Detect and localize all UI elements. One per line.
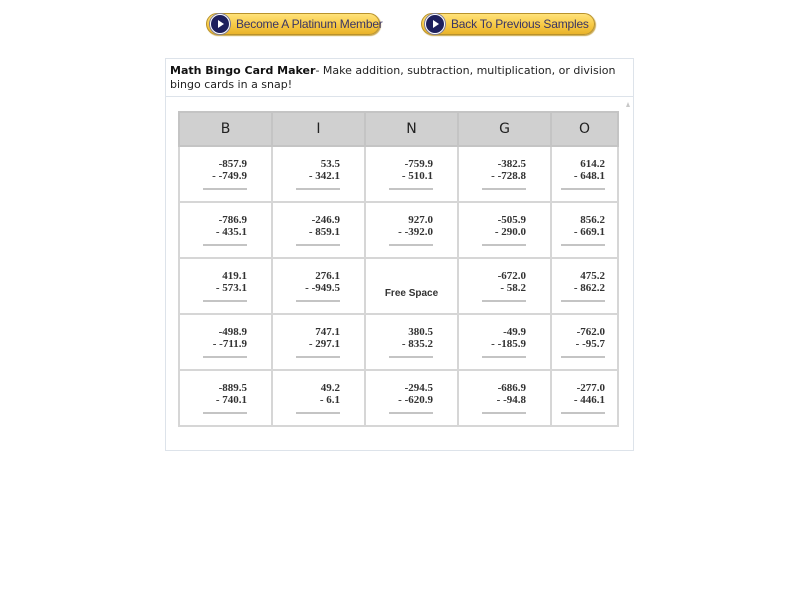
subtraction-problem — [389, 382, 433, 414]
subtrahend: - -392.0 — [398, 226, 433, 238]
bingo-cell — [179, 258, 272, 314]
bingo-cell — [179, 146, 272, 202]
answer-line — [203, 356, 247, 358]
bingo-cell — [365, 370, 458, 426]
answer-line — [296, 412, 340, 414]
answer-line — [389, 188, 433, 190]
bingo-cell — [365, 314, 458, 370]
subtraction-problem — [296, 214, 340, 246]
subtrahend: - 510.1 — [401, 170, 433, 182]
subtrahend: - 297.1 — [308, 338, 340, 350]
minuend: 856.2 — [580, 214, 605, 226]
become-platinum-member-button[interactable] — [206, 13, 383, 35]
bingo-cell — [179, 314, 272, 370]
bingo-cell — [272, 370, 365, 426]
subtraction-problem — [203, 270, 247, 302]
subtraction-problem — [482, 270, 526, 302]
minuend: 475.2 — [580, 270, 605, 282]
bingo-cell — [458, 146, 551, 202]
minuend: -277.0 — [576, 382, 605, 394]
subtrahend: - 6.1 — [319, 394, 340, 406]
subtraction-problem — [389, 158, 433, 190]
subtraction-problem — [296, 326, 340, 358]
answer-line — [561, 356, 605, 358]
minuend: -294.5 — [404, 382, 433, 394]
free-space: Free Space — [384, 288, 439, 299]
subtrahend: - -95.7 — [575, 338, 605, 350]
subtrahend: - -94.8 — [496, 394, 526, 406]
subtrahend: - 669.1 — [573, 226, 605, 238]
column-header-n: N — [365, 112, 458, 146]
back-to-previous-samples-button[interactable] — [421, 13, 595, 35]
description-text: - Make addition, subtraction, multiplication, or division bingo cards in a snap! — [170, 64, 616, 91]
bingo-cell — [551, 314, 618, 370]
subtrahend: - -728.8 — [491, 170, 526, 182]
minuend: -382.5 — [497, 158, 526, 170]
subtraction-problem — [203, 382, 247, 414]
play-circle-icon — [210, 14, 230, 34]
bingo-cell — [179, 202, 272, 258]
bingo-cell — [179, 370, 272, 426]
minuend: -857.9 — [218, 158, 247, 170]
bingo-cell — [272, 314, 365, 370]
answer-line — [389, 244, 433, 246]
subtraction-problem — [561, 158, 605, 190]
answer-line — [482, 412, 526, 414]
minuend: -498.9 — [218, 326, 247, 338]
subtrahend: - -185.9 — [491, 338, 526, 350]
minuend: -762.0 — [576, 326, 605, 338]
bingo-cell — [458, 314, 551, 370]
minuend: -49.9 — [503, 326, 526, 338]
subtraction-problem — [482, 326, 526, 358]
bingo-row — [179, 370, 618, 426]
answer-line — [296, 356, 340, 358]
subtraction-problem — [296, 270, 340, 302]
bingo-cell — [272, 202, 365, 258]
bingo-cell — [458, 202, 551, 258]
bingo-cell — [458, 370, 551, 426]
answer-line — [561, 412, 605, 414]
bingo-cell — [551, 146, 618, 202]
subtrahend: - 835.2 — [401, 338, 433, 350]
subtraction-problem — [203, 158, 247, 190]
subtrahend: - 648.1 — [573, 170, 605, 182]
subtrahend: - -711.9 — [212, 338, 247, 350]
bingo-cell — [551, 258, 618, 314]
answer-line — [389, 412, 433, 414]
subtrahend: - 58.2 — [500, 282, 526, 294]
subtraction-problem — [561, 382, 605, 414]
minuend: -246.9 — [311, 214, 340, 226]
page-title: Math Bingo Card Maker — [170, 64, 316, 77]
subtraction-problem — [296, 382, 340, 414]
minuend: 927.0 — [408, 214, 433, 226]
column-header-b: B — [179, 112, 272, 146]
subtraction-problem — [561, 326, 605, 358]
answer-line — [203, 188, 247, 190]
answer-line — [296, 188, 340, 190]
bingo-card — [178, 111, 619, 427]
bingo-row — [179, 258, 618, 314]
subtraction-problem — [561, 214, 605, 246]
subtrahend: - -620.9 — [398, 394, 433, 406]
bingo-cell — [365, 258, 458, 314]
answer-line — [203, 300, 247, 302]
minuend: 380.5 — [408, 326, 433, 338]
bingo-cell — [551, 370, 618, 426]
subtraction-problem — [296, 158, 340, 190]
subtraction-problem — [561, 270, 605, 302]
answer-line — [389, 356, 433, 358]
bingo-row — [179, 146, 618, 202]
subtrahend: - 862.2 — [573, 282, 605, 294]
subtraction-problem — [389, 326, 433, 358]
bingo-row — [179, 314, 618, 370]
bingo-cell — [365, 202, 458, 258]
subtrahend: - 573.1 — [215, 282, 247, 294]
column-header-o: O — [551, 112, 618, 146]
subtraction-problem — [482, 158, 526, 190]
minuend: -786.9 — [218, 214, 247, 226]
answer-line — [561, 188, 605, 190]
answer-line — [203, 412, 247, 414]
answer-line — [482, 244, 526, 246]
bingo-row — [179, 202, 618, 258]
minuend: 747.1 — [315, 326, 340, 338]
answer-line — [296, 244, 340, 246]
minuend: 49.2 — [320, 382, 340, 394]
column-header-g: G — [458, 112, 551, 146]
bingo-cell — [365, 146, 458, 202]
answer-line — [482, 356, 526, 358]
subtraction-problem — [203, 326, 247, 358]
subtrahend: - 740.1 — [215, 394, 247, 406]
subtraction-problem — [482, 382, 526, 414]
answer-line — [296, 300, 340, 302]
button-label: Become A Platinum Member — [236, 17, 383, 31]
subtraction-problem — [203, 214, 247, 246]
subtrahend: - -749.9 — [212, 170, 247, 182]
answer-line — [203, 244, 247, 246]
bingo-cell — [272, 258, 365, 314]
minuend: 276.1 — [315, 270, 340, 282]
minuend: 419.1 — [222, 270, 247, 282]
minuend: 614.2 — [580, 158, 605, 170]
play-circle-icon — [425, 14, 445, 34]
bingo-cell — [272, 146, 365, 202]
answer-line — [561, 244, 605, 246]
minuend: -686.9 — [497, 382, 526, 394]
minuend: -759.9 — [404, 158, 433, 170]
subtrahend: - -949.5 — [305, 282, 340, 294]
subtraction-problem — [482, 214, 526, 246]
minuend: -889.5 — [218, 382, 247, 394]
answer-line — [482, 188, 526, 190]
minuend: 53.5 — [320, 158, 340, 170]
subtrahend: - 859.1 — [308, 226, 340, 238]
subtraction-problem — [389, 214, 433, 246]
subtrahend: - 446.1 — [573, 394, 605, 406]
answer-line — [482, 300, 526, 302]
button-label: Back To Previous Samples — [451, 17, 589, 31]
answer-line — [561, 300, 605, 302]
subtrahend: - 290.0 — [494, 226, 526, 238]
column-header-i: I — [272, 112, 365, 146]
divider — [166, 96, 633, 97]
minuend: -505.9 — [497, 214, 526, 226]
bingo-cell — [551, 202, 618, 258]
page-description — [170, 64, 625, 92]
bingo-cell — [458, 258, 551, 314]
subtrahend: - 342.1 — [308, 170, 340, 182]
minuend: -672.0 — [497, 270, 526, 282]
subtrahend: - 435.1 — [215, 226, 247, 238]
scrollbar-up-arrow-icon[interactable] — [625, 99, 631, 111]
